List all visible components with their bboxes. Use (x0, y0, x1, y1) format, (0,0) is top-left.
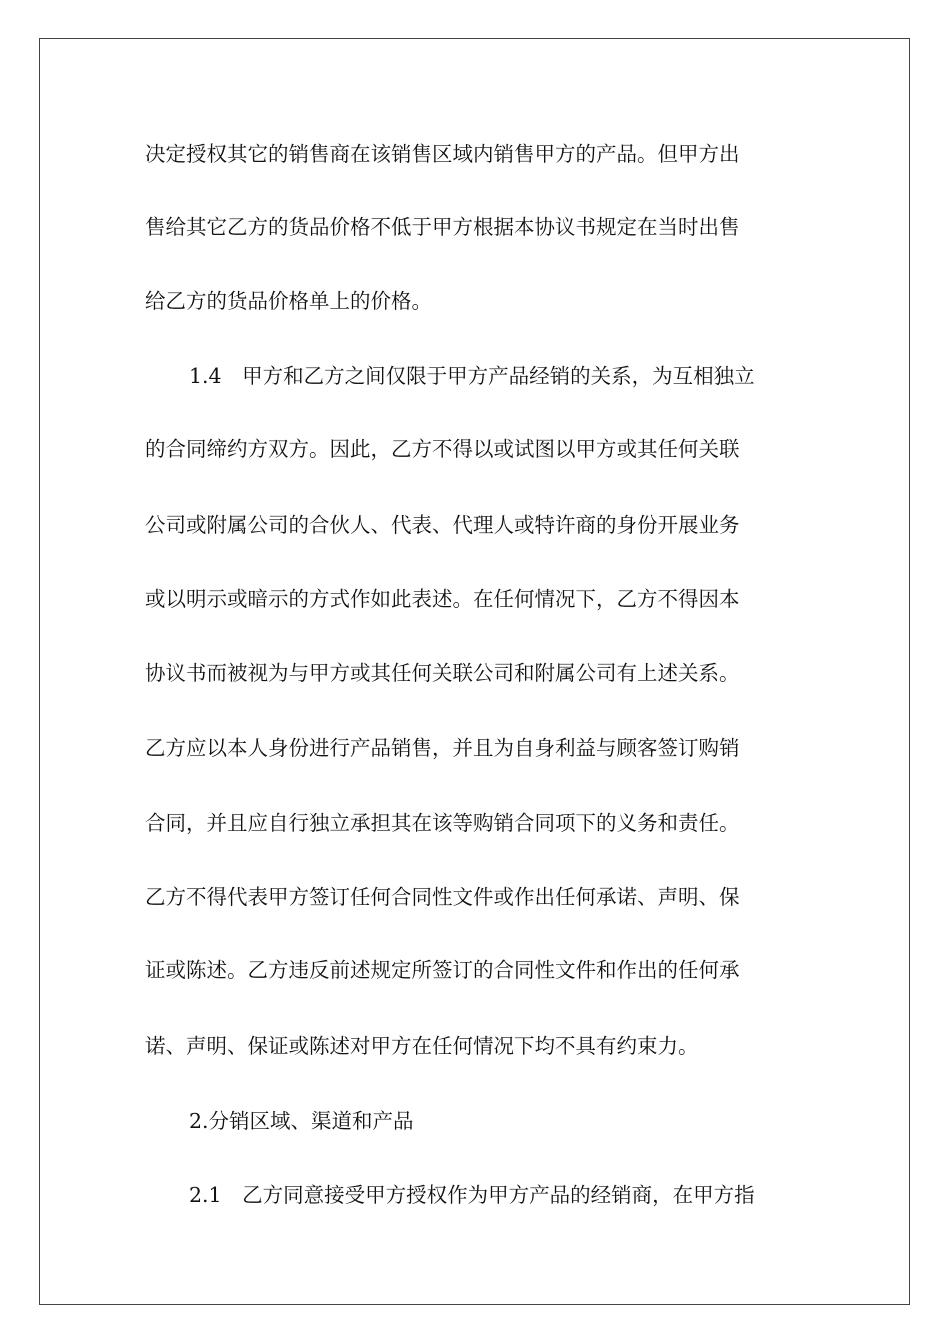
paragraph-line: 证或陈述。乙方违反前述规定所签订的合同性文件和作出的任何承 (145, 958, 740, 982)
paragraph-line: 乙方不得代表甲方签订任何合同性文件或作出任何承诺、声明、保 (145, 885, 740, 909)
paragraph-line: 协议书而被视为与甲方或其任何关联公司和附属公司有上述关系。 (145, 661, 740, 685)
paragraph-line: 诺、声明、保证或陈述对甲方在任何情况下均不具有约束力。 (145, 1034, 699, 1058)
paragraph-line: 的合同缔约方双方。因此，乙方不得以或试图以甲方或其任何关联 (145, 437, 740, 461)
paragraph-line: 公司或附属公司的合伙人、代表、代理人或特许商的身份开展业务 (145, 513, 740, 537)
paragraph-line: 给乙方的货品价格单上的价格。 (145, 289, 432, 313)
paragraph-line: 售给其它乙方的货品价格不低于甲方根据本协议书规定在当时出售 (145, 215, 740, 239)
paragraph-line: 决定授权其它的销售商在该销售区域内销售甲方的产品。但甲方出 (145, 142, 740, 166)
clause-2-1-line: 2.1 乙方同意接受甲方授权作为甲方产品的经销商，在甲方指 (189, 1183, 755, 1207)
paragraph-line: 或以明示或暗示的方式作如此表述。在任何情况下，乙方不得因本 (145, 587, 740, 611)
section-2-heading: 2.分销区域、渠道和产品 (189, 1109, 414, 1133)
paragraph-line: 合同，并且应自行独立承担其在该等购销合同项下的义务和责任。 (145, 811, 740, 835)
clause-1-4-line: 1.4 甲方和乙方之间仅限于甲方产品经销的关系，为互相独立 (189, 364, 755, 388)
paragraph-line: 乙方应以本人身份进行产品销售，并且为自身利益与顾客签订购销 (145, 736, 740, 760)
